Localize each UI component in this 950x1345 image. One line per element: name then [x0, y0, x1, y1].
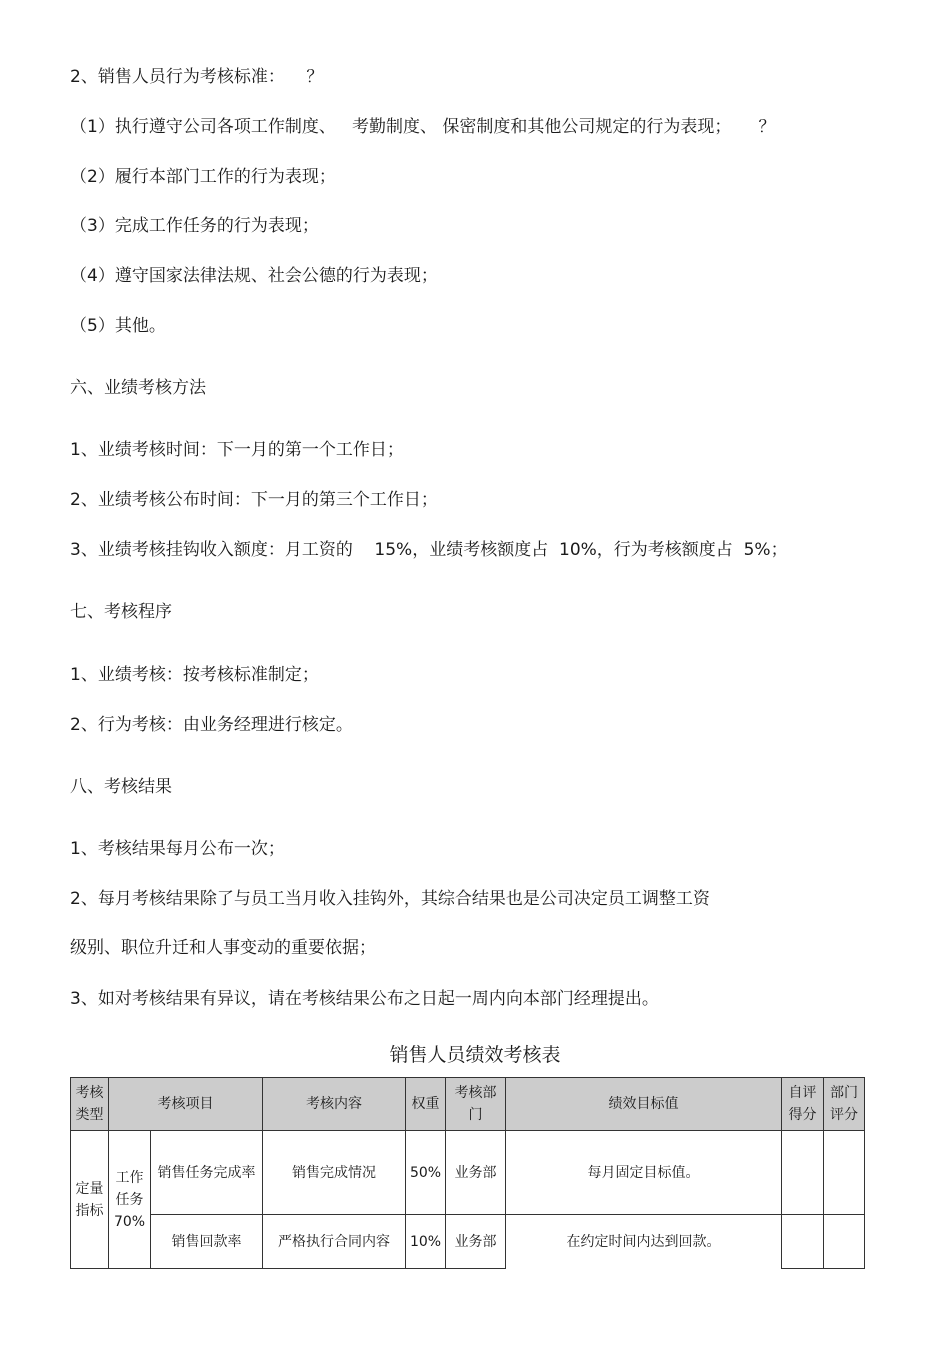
text-line-7-1: 1、业绩考核：按考核标准制定；	[70, 665, 319, 685]
header-target: 绩效目标值	[506, 1078, 782, 1131]
text-line-6-2: 2、业绩考核公布时间：下一月的第三个工作日；	[70, 490, 438, 510]
dept-score-cell[interactable]	[824, 1131, 865, 1215]
text-line-8-3: 3、如对考核结果有异议，请在考核结果公布之日起一周内向本部门经理提出。	[70, 989, 659, 1009]
weight-cell: 10%	[406, 1215, 446, 1269]
text-line-7-2: 2、行为考核：由业务经理进行核定。	[70, 715, 353, 735]
header-self-score: 自评得分	[782, 1078, 824, 1131]
text-line-item-3: （3）完成工作任务的行为表现；	[70, 216, 319, 236]
table-title: 销售人员绩效考核表	[389, 1044, 561, 1066]
group-cell: 工作任务70%	[109, 1131, 151, 1269]
section-heading-7: 七、考核程序	[70, 602, 172, 622]
section-heading-8: 八、考核结果	[70, 777, 172, 797]
performance-table	[70, 1077, 865, 1269]
type-cell: 定量指标	[71, 1131, 109, 1269]
text-line-6-1: 1、业绩考核时间：下一月的第一个工作日；	[70, 440, 404, 460]
content-cell: 销售完成情况	[263, 1131, 406, 1215]
text-line-behavior-standard: 2、销售人员行为考核标准： ？	[70, 67, 324, 87]
dept-score-cell[interactable]	[824, 1215, 865, 1269]
table-row	[71, 1215, 865, 1269]
text-line-8-1: 1、考核结果每月公布一次；	[70, 839, 285, 859]
item-cell: 销售回款率	[151, 1215, 263, 1269]
content-cell: 严格执行合同内容	[263, 1215, 406, 1269]
text-line-item-5: （5）其他。	[70, 316, 166, 336]
self-score-cell[interactable]	[782, 1131, 824, 1215]
header-dept-score: 部门评分	[824, 1078, 865, 1131]
weight-cell: 50%	[406, 1131, 446, 1215]
dept-cell: 业务部	[446, 1131, 506, 1215]
item-cell: 销售任务完成率	[151, 1131, 263, 1215]
header-dept: 考核部门	[446, 1078, 506, 1131]
table-header-row	[71, 1078, 865, 1131]
dept-cell: 业务部	[446, 1215, 506, 1269]
text-line-item-1: （1）执行遵守公司各项工作制度、 考勤制度、 保密制度和其他公司规定的行为表现； ？	[70, 117, 776, 137]
table-row	[71, 1131, 865, 1215]
text-line-item-4: （4）遵守国家法律法规、社会公德的行为表现；	[70, 266, 438, 286]
self-score-cell[interactable]	[782, 1215, 824, 1269]
header-content: 考核内容	[263, 1078, 406, 1131]
target-cell: 在约定时间内达到回款。	[506, 1215, 782, 1269]
text-line-6-3: 3、业绩考核挂钩收入额度：月工资的 15%，业绩考核额度占 10%，行为考核额度占 5%；	[70, 540, 788, 560]
header-weight: 权重	[406, 1078, 446, 1131]
text-line-item-2: （2）履行本部门工作的行为表现；	[70, 167, 336, 187]
header-item: 考核项目	[109, 1078, 263, 1131]
section-heading-6: 六、业绩考核方法	[70, 378, 206, 398]
target-cell: 每月固定目标值。	[506, 1131, 782, 1215]
header-type: 考核类型	[71, 1078, 109, 1131]
text-line-8-2: 2、每月考核结果除了与员工当月收入挂钩外，其综合结果也是公司决定员工调整工资	[70, 889, 710, 909]
text-line-8-2-cont: 级别、职位升迁和人事变动的重要依据；	[70, 938, 376, 958]
